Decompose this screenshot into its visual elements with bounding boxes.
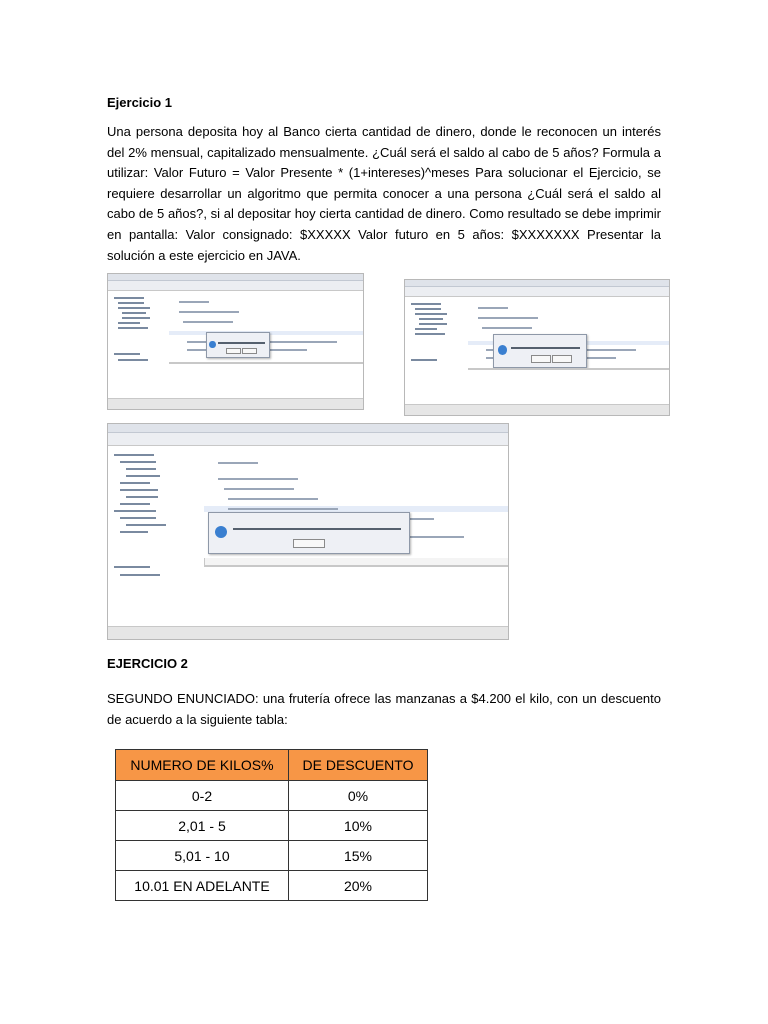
- table-row: [116, 841, 428, 871]
- table-cell: 5,01 - 10: [116, 841, 289, 871]
- ejercicio2-paragraph: SEGUNDO ENUNCIADO: una frutería ofrece las manzanas a $4.200 el kilo, con un descuento de acuerdo a la siguiente tabla:: [107, 691, 661, 727]
- table-row: [116, 871, 428, 901]
- table-cell: 10%: [289, 811, 428, 841]
- table-header-row: [116, 750, 428, 781]
- ide-screenshot-2: [404, 279, 670, 416]
- table-cell: 2,01 - 5: [116, 811, 289, 841]
- ejercicio1-paragraph: Una persona deposita hoy al Banco cierta cantidad de dinero, donde le reconocen un interés del 2% mensual, capitalizado mensualmente. ¿Cuál será el saldo al cabo de 5 años? Formula a utilizar: Valor Futuro = Valor Presente * (1+intereses)^meses Para solucionar el Ejercicio, se requiere desarrollar un algoritmo que permita conocer a una persona ¿Cuál será el saldo al cabo de 5 años?, si al depositar hoy cierta cantidad de dinero. Como resultado se debe imprimir en pantalla: Valor consignado: $XXXXX Valor futuro en 5 años: $XXXXXXX Presentar la solución a este ejercicio en JAVA.: [107, 124, 661, 263]
- discount-table: [115, 749, 428, 901]
- ide-screenshot-1: [107, 273, 364, 410]
- header-kilos: NUMERO DE KILOS%: [116, 750, 289, 781]
- table-cell: 10.01 EN ADELANTE: [116, 871, 289, 901]
- ejercicio2-heading: EJERCICIO 2: [107, 656, 188, 671]
- table-row: [116, 781, 428, 811]
- table-cell: 20%: [289, 871, 428, 901]
- table-cell: 15%: [289, 841, 428, 871]
- table-cell: 0%: [289, 781, 428, 811]
- table-row: [116, 811, 428, 841]
- ejercicio1-heading: Ejercicio 1: [107, 95, 173, 110]
- table-cell: 0-2: [116, 781, 289, 811]
- header-descuento: DE DESCUENTO: [289, 750, 428, 781]
- ide-screenshot-3: [107, 423, 509, 640]
